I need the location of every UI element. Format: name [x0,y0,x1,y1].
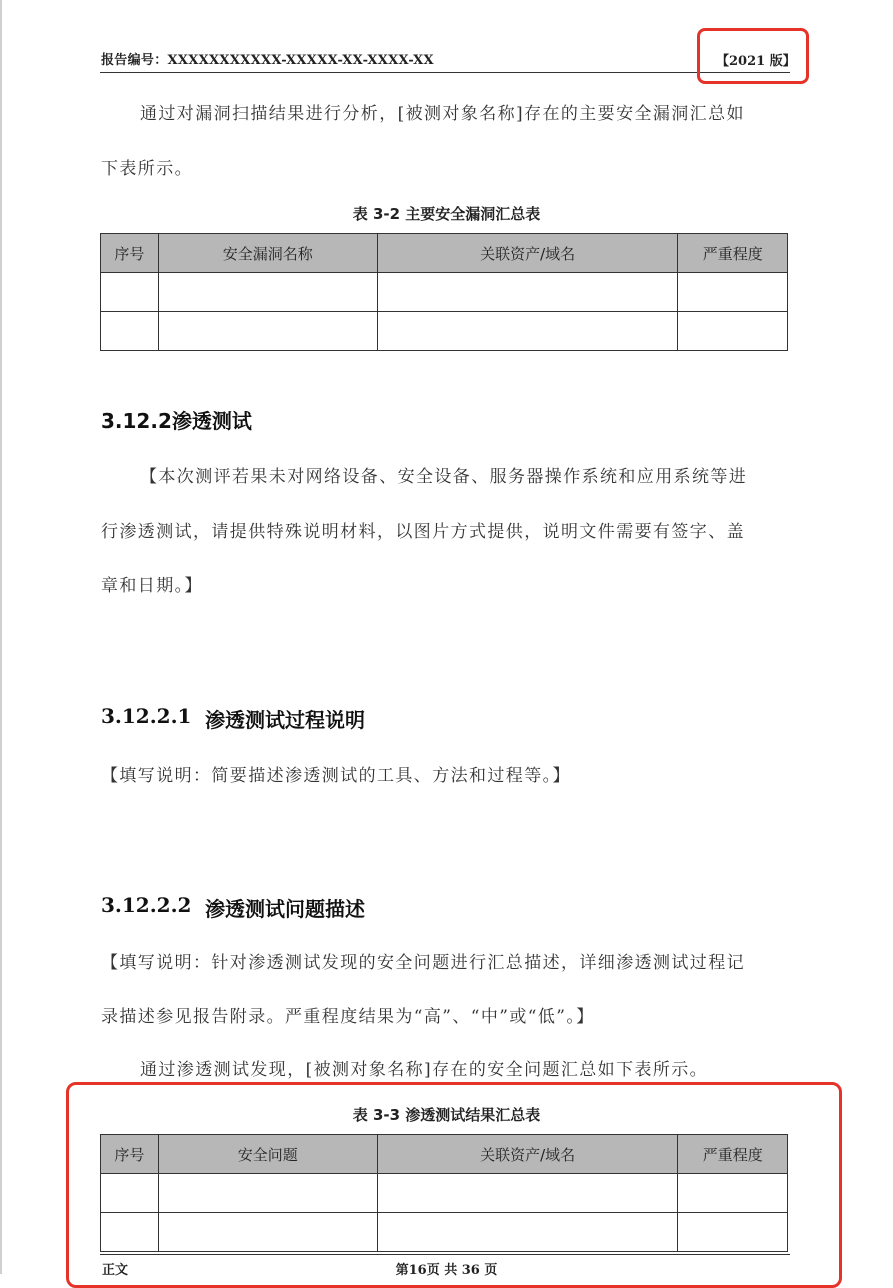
section-heading-3-12-2-2: 渗透测试问题描述 [205,897,365,921]
table-cell [377,1174,678,1213]
table-caption-3-3: 表 3-3 渗透测试结果汇总表 [352,1106,541,1124]
note-line-1: 【本次测评若果未对网络设备、安全设备、服务器操作系统和应用系统等进 [140,467,748,487]
col-header-vuln-name: 安全漏洞名称 [158,234,377,273]
table-row [101,1174,788,1213]
table-header-row [101,1135,788,1174]
col-header-asset: 关联资产/域名 [377,234,678,273]
table-cell [377,1213,678,1252]
table-header-row [101,234,788,273]
col-header-index: 序号 [101,1135,159,1174]
intro-line-1: 通过对漏洞扫描结果进行分析，[被测对象名称]存在的主要安全漏洞汇总如 [140,104,745,124]
page-number: 第16页 共 36 页 [395,1263,498,1278]
table-cell [678,273,788,312]
section-number-3-12-2-1: 3.12.2.1 [101,704,192,728]
penetration-result-table [100,1134,788,1252]
table-row [101,1213,788,1252]
table-cell [101,312,159,351]
note-line-3: 章和日期。】 [101,576,203,596]
note-line-2: 行渗透测试，请提供特殊说明材料，以图片方式提供，说明文件需要有签字、盖 [101,522,745,542]
table-cell [101,1213,159,1252]
table-cell [678,1213,788,1252]
table-cell [158,312,377,351]
col-header-index: 序号 [101,234,159,273]
version-label: 【2021 版】 [716,54,796,69]
report-number: 报告编号：XXXXXXXXXXX-XXXXX-XX-XXXX-XX [101,53,434,68]
intro-line-2: 下表所示。 [101,159,193,179]
table-cell [377,312,678,351]
table-cell [158,1174,377,1213]
col-header-severity: 严重程度 [678,1135,788,1174]
table-cell [158,273,377,312]
penetration-intro: 通过渗透测试发现，[被测对象名称]存在的安全问题汇总如下表所示。 [140,1060,709,1080]
table-row [101,273,788,312]
footer-divider [100,1254,790,1255]
table-cell [678,312,788,351]
version-highlight-box [697,28,809,84]
instruction-note-line-1: 【填写说明：针对渗透测试发现的安全问题进行汇总描述，详细渗透测试过程记 [101,953,745,973]
table-row [101,312,788,351]
footer-section-label: 正文 [102,1263,129,1278]
section-heading-3-12-2: 3.12.2渗透测试 [101,409,252,433]
vulnerability-summary-table [100,233,788,351]
section-heading-3-12-2-1: 渗透测试过程说明 [205,708,365,732]
table-cell [377,273,678,312]
page-edge [0,0,2,1274]
col-header-asset: 关联资产/域名 [377,1135,678,1174]
col-header-severity: 严重程度 [678,234,788,273]
instruction-note: 【填写说明：简要描述渗透测试的工具、方法和过程等。】 [101,766,571,786]
section-number-3-12-2-2: 3.12.2.2 [101,893,192,917]
table-caption-3-2: 表 3-2 主要安全漏洞汇总表 [352,205,541,223]
table-cell [158,1213,377,1252]
header-divider [100,72,790,73]
instruction-note-line-2: 录描述参见报告附录。严重程度结果为“高”、“中”或“低”。】 [101,1007,595,1027]
col-header-issue: 安全问题 [158,1135,377,1174]
table-cell [101,273,159,312]
table-cell [101,1174,159,1213]
table-cell [678,1174,788,1213]
